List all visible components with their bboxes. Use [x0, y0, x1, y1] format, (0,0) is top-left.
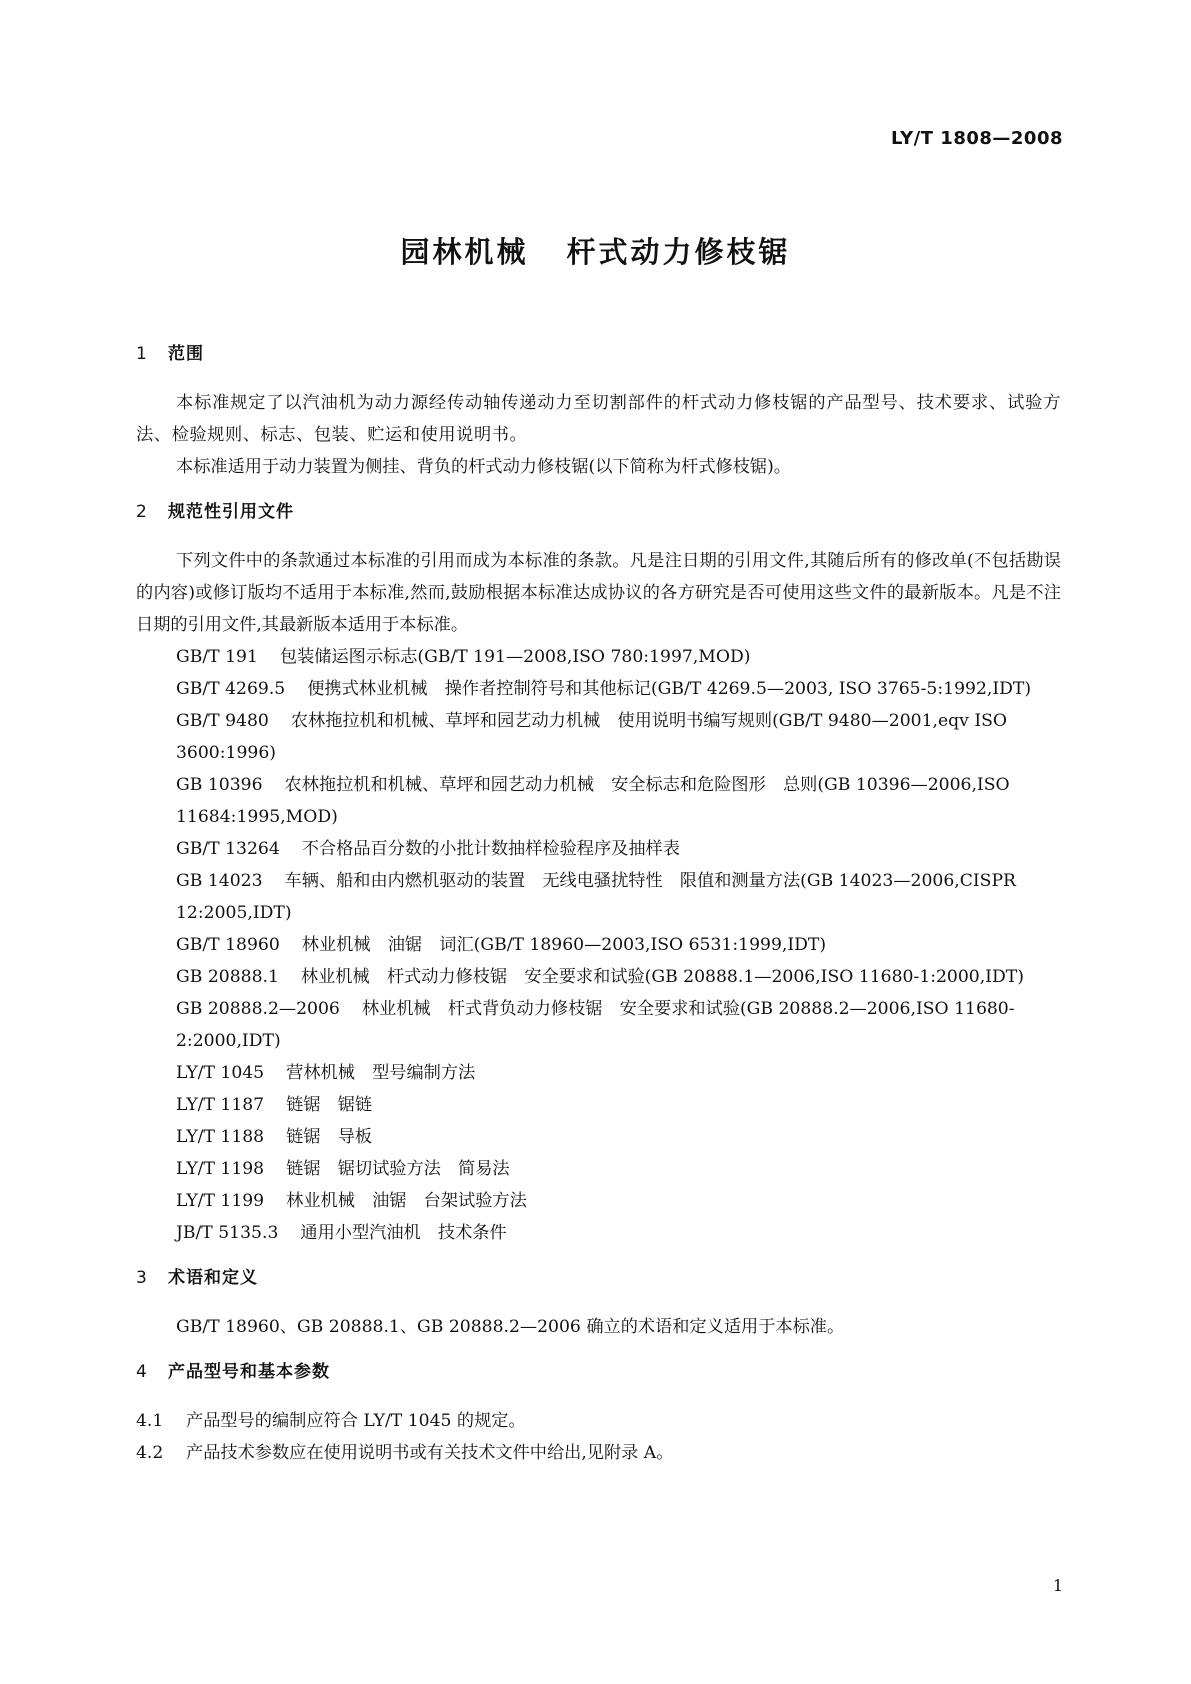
reference-code: LY/T 1199 — [176, 1191, 265, 1211]
reference-title: 车辆、船和由内燃机驱动的装置 无线电骚扰特性 限值和测量方法(GB 14023—2006,CISPR 12:2005,IDT) — [176, 871, 1016, 923]
clause-number: 4.2 — [136, 1443, 164, 1463]
reference-code: LY/T 1198 — [176, 1159, 265, 1179]
reference-item — [136, 1121, 1061, 1153]
reference-title: 链锯 锯切试验方法 简易法 — [286, 1159, 510, 1179]
paragraph: 本标准适用于动力装置为侧挂、背负的杆式动力修枝锯(以下简称为杆式修枝锯)。 — [176, 457, 791, 477]
title-part-2: 杆式动力修枝锯 — [566, 235, 791, 269]
paragraph: 本标准规定了以汽油机为动力源经传动轴传递动力至切割部件的杆式动力修枝锯的产品型号、技术要求、试验方法、检验规则、标志、包装、贮运和使用说明书。 — [136, 393, 1061, 445]
reference-code: GB 14023 — [176, 871, 263, 891]
reference-item — [136, 865, 1061, 929]
reference-code: GB/T 18960 — [176, 935, 280, 955]
reference-list — [136, 641, 1061, 1249]
page-number: 1 — [1052, 1576, 1063, 1595]
reference-title: 包装储运图示标志(GB/T 191—2008,ISO 780:1997,MOD) — [279, 647, 751, 667]
reference-code: JB/T 5135.3 — [176, 1223, 279, 1243]
section-title: 规范性引用文件 — [168, 502, 294, 522]
reference-title: 林业机械 油锯 台架试验方法 — [286, 1191, 527, 1211]
reference-item — [136, 961, 1061, 993]
section-3-heading — [136, 1262, 1061, 1294]
reference-title: 农林拖拉机和机械、草坪和园艺动力机械 安全标志和危险图形 总则(GB 10396—2006,ISO 11684:1995,MOD) — [176, 775, 1010, 827]
reference-title: 便携式林业机械 操作者控制符号和其他标记(GB/T 4269.5—2003, ISO 3765-5:1992,IDT) — [307, 679, 1032, 699]
document-body — [136, 338, 1061, 1469]
clause-text: 产品型号的编制应符合 LY/T 1045 的规定。 — [186, 1411, 526, 1431]
reference-item — [136, 1057, 1061, 1089]
clause-number: 4.1 — [136, 1411, 164, 1431]
reference-code: GB/T 191 — [176, 647, 258, 667]
reference-title: 营林机械 型号编制方法 — [286, 1063, 476, 1083]
reference-item — [136, 1089, 1061, 1121]
reference-item — [136, 993, 1061, 1057]
reference-code: LY/T 1188 — [176, 1127, 265, 1147]
reference-item — [136, 929, 1061, 961]
reference-code: LY/T 1045 — [176, 1063, 265, 1083]
reference-item — [136, 1185, 1061, 1217]
reference-code: GB 20888.1 — [176, 967, 279, 987]
reference-title: 农林拖拉机和机械、草坪和园艺动力机械 使用说明书编写规则(GB/T 9480—2001,eqv ISO 3600:1996) — [176, 711, 1007, 763]
section-number: 3 — [136, 1268, 148, 1288]
section-2-heading — [136, 496, 1061, 528]
reference-item — [136, 641, 1061, 673]
section-number: 4 — [136, 1362, 148, 1382]
reference-code: GB/T 4269.5 — [176, 679, 286, 699]
reference-title: 链锯 锯链 — [286, 1095, 373, 1115]
section-number: 1 — [136, 344, 148, 364]
paragraph: 下列文件中的条款通过本标准的引用而成为本标准的条款。凡是注日期的引用文件,其随后所有的修改单(不包括勘误的内容)或修订版均不适用于本标准,然而,鼓励根据本标准达成协议的各方研究是否可使用这些文件的最新版本。凡是不注日期的引用文件,其最新版本适用于本标准。 — [136, 551, 1061, 635]
reference-item — [136, 769, 1061, 833]
reference-code: LY/T 1187 — [176, 1095, 265, 1115]
paragraph: GB/T 18960、GB 20888.1、GB 20888.2—2006 确立的术语和定义适用于本标准。 — [176, 1317, 845, 1337]
section-4-heading — [136, 1356, 1061, 1388]
section-title: 产品型号和基本参数 — [168, 1362, 330, 1382]
section-title: 范围 — [168, 344, 204, 364]
reference-item — [136, 1153, 1061, 1185]
reference-item — [136, 673, 1061, 705]
reference-title: 链锯 导板 — [286, 1127, 373, 1147]
reference-item — [136, 833, 1061, 865]
reference-title: 林业机械 油锯 词汇(GB/T 18960—2003,ISO 6531:1999,IDT) — [301, 935, 827, 955]
reference-code: GB/T 9480 — [176, 711, 269, 731]
standard-code: LY/T 1808—2008 — [890, 128, 1063, 149]
clause-item — [136, 1405, 1061, 1437]
clause-item — [136, 1437, 1061, 1469]
reference-title: 林业机械 杆式动力修枝锯 安全要求和试验(GB 20888.1—2006,ISO 11680-1:2000,IDT) — [300, 967, 1024, 987]
reference-item — [136, 1217, 1061, 1249]
section-title: 术语和定义 — [168, 1268, 258, 1288]
reference-title: 林业机械 杆式背负动力修枝锯 安全要求和试验(GB 20888.2—2006,ISO 11680-2:2000,IDT) — [176, 999, 1015, 1051]
reference-item — [136, 705, 1061, 769]
section-1-heading — [136, 338, 1061, 370]
reference-title: 不合格品百分数的小批计数抽样检验程序及抽样表 — [301, 839, 680, 859]
document-title — [0, 230, 1191, 271]
reference-title: 通用小型汽油机 技术条件 — [300, 1223, 507, 1243]
reference-code: GB 20888.2—2006 — [176, 999, 340, 1019]
reference-code: GB/T 13264 — [176, 839, 280, 859]
title-part-1: 园林机械 — [400, 235, 529, 269]
clause-text: 产品技术参数应在使用说明书或有关技术文件中给出,见附录 A。 — [186, 1443, 674, 1463]
section-number: 2 — [136, 502, 148, 522]
reference-code: GB 10396 — [176, 775, 263, 795]
